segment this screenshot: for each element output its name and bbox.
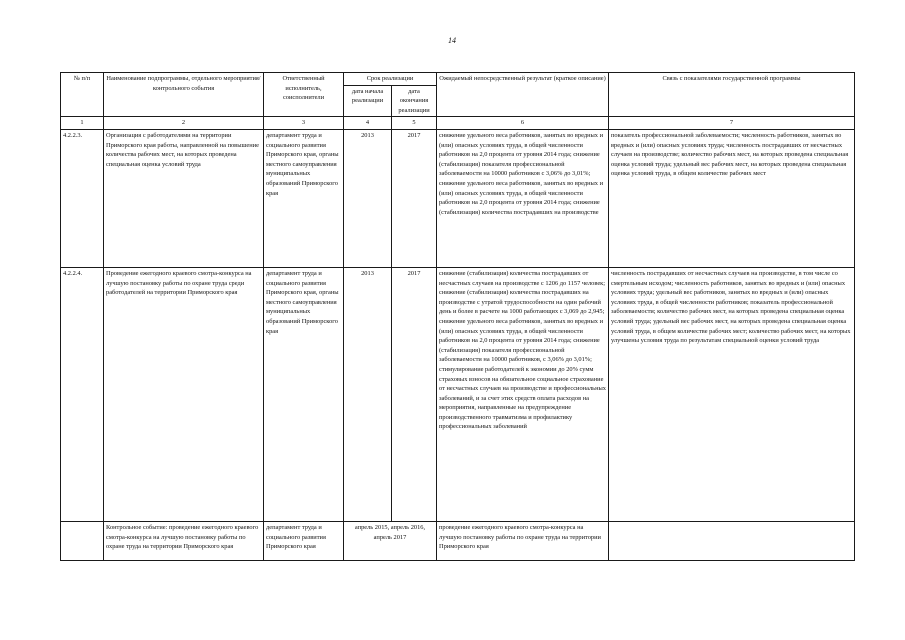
header-result: Ожидаемый непосредственный результат (краткое описание) — [437, 73, 609, 117]
row-result: снижение удельного веса работников, занятых во вредных и (или) опасных условиях труда, в общей численности работников на 2,0 процента от уровня 2014 года; снижение (стабилизация) показателя профессиональной заболеваемости на 10000 работников с 3,06% до 3,01%; снижение удельного веса работников, занятых во вредных и (или) опасных условиях труда, в общей численности работников на 2,0 процента от уровня 2014 года; снижение (стабилизация) количества пострадавших на производстве — [437, 129, 609, 267]
row-name: Проведение ежегодного краевого смотра-конкурса на лучшую постановку работы по охране труда среди работодателей на территории Приморского края — [104, 267, 264, 521]
header-period: Срок реализации — [344, 73, 437, 86]
column-number: 7 — [609, 117, 855, 130]
row-responsible: департамент труда и социального развития Приморского края — [264, 521, 344, 560]
column-number-row — [61, 117, 855, 130]
header-num: № п/п — [61, 73, 104, 117]
column-number: 6 — [437, 117, 609, 130]
row-name: Контрольное событие: проведение ежегодного краевого смотра-конкурса на лучшую постановку работы по охране труда на территории Приморского края — [104, 521, 264, 560]
column-number: 3 — [264, 117, 344, 130]
row-responsible: департамент труда и социального развития Приморского края, органы местного самоуправления муниципальных образований Приморского края — [264, 267, 344, 521]
column-number: 2 — [104, 117, 264, 130]
column-number: 4 — [344, 117, 392, 130]
row-number: 4.2.2.3. — [61, 129, 104, 267]
row-name: Организация с работодателями на территории Приморского края работы, направленной на повышение количества рабочих мест, на которых проведена специальная оценка условий труда — [104, 129, 264, 267]
header-responsible: Ответственный исполнитель, соисполнители — [264, 73, 344, 117]
table-row — [61, 129, 855, 267]
row-result: снижение (стабилизация) количества пострадавших от несчастных случаев на производстве с 1206 до 1157 человек; снижение (стабилизация) количества пострадавших на производстве с утратой трудоспособности на один рабочий день и более в расчете на 1000 работающих с 3,069 до 2,945; снижение удельного веса работников, занятых во вредных и (или) опасных условиях труда, в общей численности работников на 2,0 процента от уровня 2014 года; снижение (стабилизация) показателя профессиональной заболеваемости на 10000 работников, с 3,06% до 3,01%; стимулирование работодателей к экономии до 20% сумм страховых взносов на обязательное социальное страхование от несчастных случаев на производстве и профессиональных заболеваний, и за счет этих средств оплата расходов на мероприятия, направленные на предупреждение производственного травматизма и профилактику профессиональных заболеваний — [437, 267, 609, 521]
row-end: 2017 — [392, 129, 437, 267]
program-table — [60, 72, 855, 561]
header-start: дата начала реализации — [344, 85, 392, 117]
header-name: Наименование подпрограммы, отдельного мероприятия/ контрольного события — [104, 73, 264, 117]
header-row — [61, 73, 855, 86]
control-event-row — [61, 521, 855, 560]
row-start: 2013 — [344, 129, 392, 267]
row-end: 2017 — [392, 267, 437, 521]
row-link: численность пострадавших от несчастных случаев на производстве, в том числе со смертельным исходом; численность работников, занятых во вредных и (или) опасных условиях труда; удельный вес работников, занятых во вредных и (или) опасных условиях труда, в общей численности работников; показатель профессиональной заболеваемости; количество рабочих мест, на которых проведена специальная оценка условий труда; удельный вес рабочих мест, на которых проведена специальная оценка условий труда, в общем количестве рабочих мест; количество рабочих мест, на которых улучшены условия труда по результатам специальной оценки условий труда — [609, 267, 855, 521]
row-result: проведение ежегодного краевого смотра-конкурса на лучшую постановку работы по охране труда на территории Приморского края — [437, 521, 609, 560]
row-link: показатель профессиональной заболеваемости; численность работников, занятых во вредных и (или) опасных условиях труда; численность пострадавших от несчастных случаев на производстве; количество рабочих мест, на которых проведена специальная оценка условий труда; удельный вес рабочих мест, на которых проведена специальная оценка условий труда, в общем количестве рабочих мест — [609, 129, 855, 267]
page-number: 14 — [448, 36, 456, 45]
row-link — [609, 521, 855, 560]
row-period: апрель 2015, апрель 2016, апрель 2017 — [344, 521, 437, 560]
row-start: 2013 — [344, 267, 392, 521]
row-number — [61, 521, 104, 560]
row-responsible: департамент труда и социального развития Приморского края, органы местного самоуправления муниципальных образований Приморского края — [264, 129, 344, 267]
column-number: 1 — [61, 117, 104, 130]
header-end: дата окончания реализации — [392, 85, 437, 117]
column-number: 5 — [392, 117, 437, 130]
header-link: Связь с показателями государственной программы — [609, 73, 855, 117]
table-row — [61, 267, 855, 521]
row-number: 4.2.2.4. — [61, 267, 104, 521]
